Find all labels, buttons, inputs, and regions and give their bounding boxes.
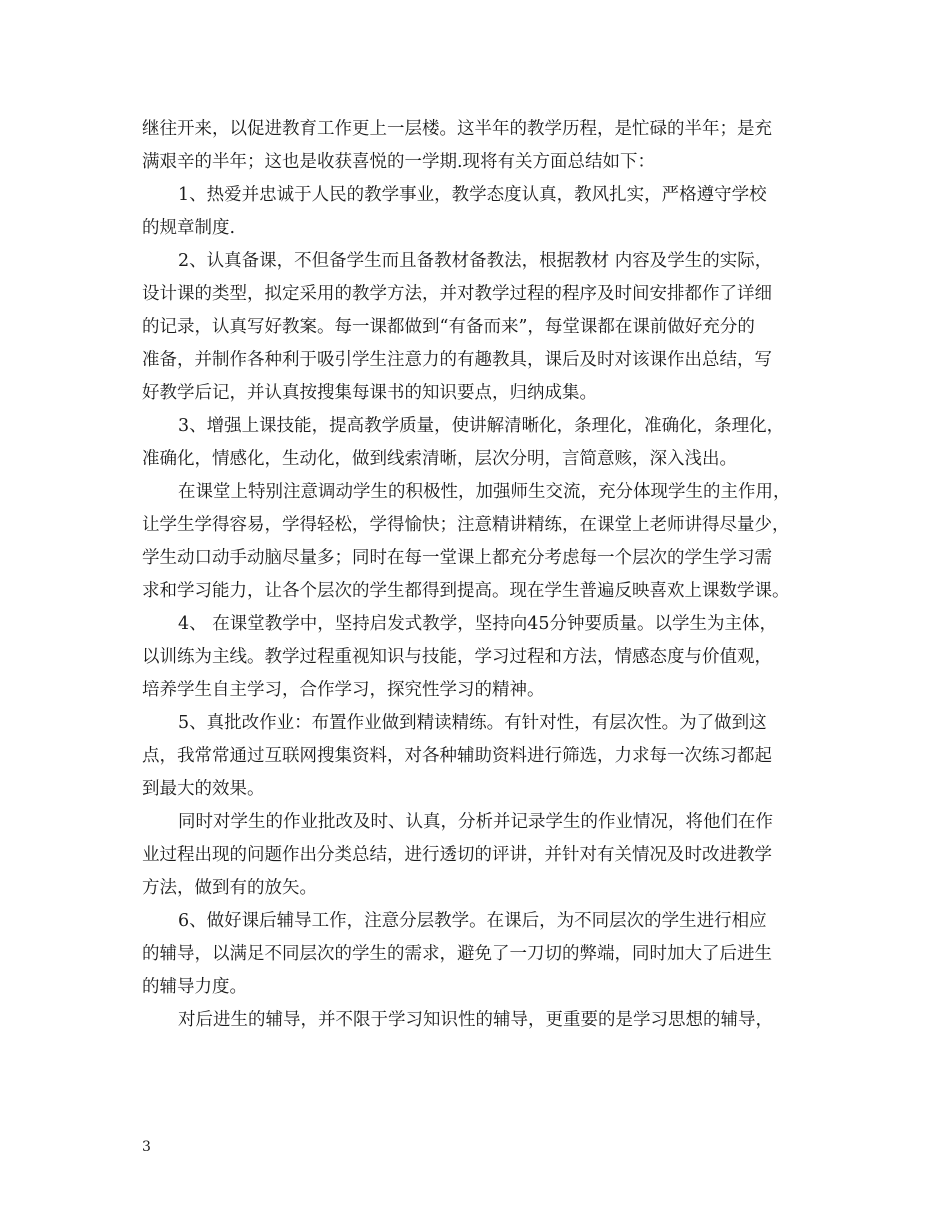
text-line: 4、 在课堂教学中，坚持启发式教学，坚持向45分钟要质量。以学生为主体， (178, 614, 777, 634)
text-line: 好教学后记，并认真按搜集每课书的知识要点，归纳成集。 (142, 383, 597, 403)
text-line: 的辅导，以满足不同层次的学生的需求，避免了一刀切的弊端，同时加大了后进生 (142, 944, 772, 964)
text-line: 在课堂上特别注意调动学生的积极性，加强师生交流，充分体现学生的主作用， (178, 482, 791, 502)
text-line: 的辅导力度。 (142, 977, 247, 997)
text-line: 5、真批改作业：布置作业做到精读精练。有针对性，有层次性。为了做到这 (178, 713, 767, 733)
page-number: 3 (142, 1139, 151, 1155)
text-line: 6、做好课后辅导工作，注意分层教学。在课后，为不同层次的学生进行相应 (178, 911, 767, 931)
text-line: 到最大的效果。 (142, 779, 265, 799)
document-body (142, 113, 820, 1037)
text-line: 准备，并制作各种利于吸引学生注意力的有趣教具，课后及时对该课作出总结，写 (142, 350, 772, 370)
text-line: 学生动口动手动脑尽量多；同时在每一堂课上都充分考虑每一个层次的学生学习需 (142, 548, 772, 568)
text-line: 1、热爱并忠诚于人民的教学事业，教学态度认真，教风扎实，严格遵守学校 (178, 185, 767, 205)
text-line: 点，我常常通过互联网搜集资料，对各种辅助资料进行筛选，力求每一次练习都起 (142, 746, 772, 766)
text-line: 满艰辛的半年；这也是收获喜悦的一学期.现将有关方面总结如下： (142, 152, 656, 172)
text-line: 继往开来，以促进教育工作更上一层楼。这半年的教学历程，是忙碌的半年；是充 (142, 119, 772, 139)
text-line: 对后进生的辅导，并不限于学习知识性的辅导，更重要的是学习思想的辅导， (178, 1010, 773, 1030)
text-line: 3、增强上课技能，提高教学质量，使讲解清晰化，条理化，准确化，条理化， (178, 416, 785, 436)
text-line: 求和学习能力，让各个层次的学生都得到提高。现在学生普遍反映喜欢上课数学课。 (142, 581, 790, 601)
text-line: 以训练为主线。教学过程重视知识与技能，学习过程和方法，情感态度与价值观， (142, 647, 772, 667)
text-line: 业过程出现的问题作出分类总结，进行透切的评讲，并针对有关情况及时改进教学 (142, 845, 772, 865)
text-line: 设计课的类型，拟定采用的教学方法，并对教学过程的程序及时间安排都作了详细 (142, 284, 772, 304)
text-line: 同时对学生的作业批改及时、认真，分析并记录学生的作业情况，将他们在作 (178, 812, 773, 832)
text-line: 的记录，认真写好教案。每一课都做到“有备而来”，每堂课都在课前做好充分的 (142, 317, 755, 337)
text-line: 让学生学得容易，学得轻松，学得愉快；注意精讲精练，在课堂上老师讲得尽量少， (142, 515, 790, 535)
text-line: 2、认真备课，不但备学生而且备教材备教法，根据教材 内容及学生的实际， (178, 251, 773, 271)
text-line: 方法，做到有的放矢。 (142, 878, 317, 898)
text-line: 培养学生自主学习，合作学习，探究性学习的精神。 (142, 680, 545, 700)
text-line: 准确化，情感化，生动化，做到线索清晰，层次分明，言简意赅，深入浅出。 (142, 449, 737, 469)
text-line: 的规章制度. (142, 218, 236, 238)
